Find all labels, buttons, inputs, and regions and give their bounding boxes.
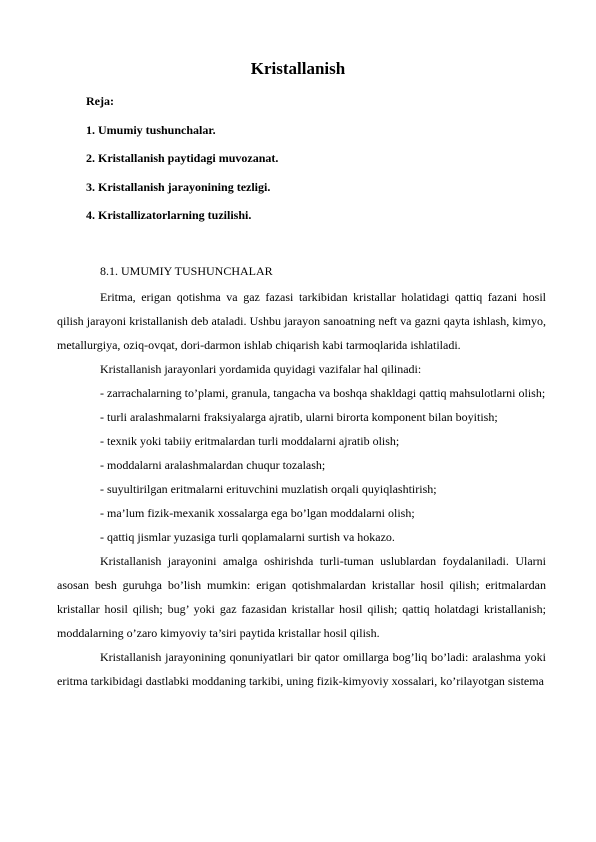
body-paragraph: Kristallanish jarayonlari yordamida quyidagi vazifalar hal qilinadi: — [100, 362, 422, 377]
plan-item: 1. Umumiy tushunchalar. — [86, 122, 216, 137]
task-list-item: - ma’lum fizik-mexanik xossalarga ega bo’lgan moddalarni olish; — [100, 506, 415, 521]
body-paragraph: Kristallanish jarayonining qonuniyatlari bir qator omillarga bog’liq bo’ladi: aralashma yoki eritma tarkibidagi dastlabki moddaning tarkibi, uning fizik-kimyoviy xossalari, ko’rilayotgan sistema — [57, 650, 546, 689]
plan-heading: Reja: — [86, 94, 114, 108]
section-heading: 8.1. UMUMIY TUSHUNCHALAR — [100, 264, 273, 278]
plan-item: 4. Kristallizatorlarning tuzilishi. — [86, 208, 252, 223]
task-list-item: - moddalarni aralashmalardan chuqur tozalash; — [100, 458, 326, 473]
task-list-item: - zarrachalarning to’plami, granula, tangacha va boshqa shakldagi qattiq mahsulotlarni olish; — [100, 386, 546, 401]
plan-list — [86, 94, 546, 237]
task-list-item: - suyultirilgan eritmalarni erituvchini muzlatish orqali quyiqlashtirish; — [100, 482, 437, 497]
plan-item: 3. Kristallanish jarayonining tezligi. — [86, 179, 271, 194]
document-body — [57, 262, 546, 693]
body-paragraph: Eritma, erigan qotishma va gaz fazasi tarkibidan kristallar holatidagi qattiq fazani hosil qilish jarayoni kristallanish deb ataladi. Ushbu jarayon sanoatning neft va gazni qayta ishlash, kimyo, metallurgiya, oziq-ovqat, dori-darmon ishlab chiqarish kabi tarmoqlarida ishlatiladi. — [57, 290, 546, 353]
document-title: Kristallanish — [250, 59, 346, 78]
body-paragraph: Kristallanish jarayonini amalga oshirishda turli-tuman uslublardan foydalaniladi. Ularni asosan besh guruhga bo’lish mumkin: erigan qotishmalardan kristallar hosil qilish; eritmalardan kristallar hosil qilish; bug’ yoki gaz fazasidan kristallar hosil qilish; qattiq holatdagi kristallanish; moddalarning o’zaro kimyoviy ta’siri paytida kristallar hosil qilish. — [57, 554, 546, 641]
plan-item: 2. Kristallanish paytidagi muvozanat. — [86, 151, 279, 166]
task-list-item: - qattiq jismlar yuzasiga turli qoplamalarni surtish va hokazo. — [100, 530, 395, 545]
task-list-item: - texnik yoki tabiiy eritmalardan turli moddalarni ajratib olish; — [100, 434, 400, 449]
task-list-item: - turli aralashmalarni fraksiyalarga ajratib, ularni birorta komponent bilan boyitish; — [100, 410, 498, 425]
